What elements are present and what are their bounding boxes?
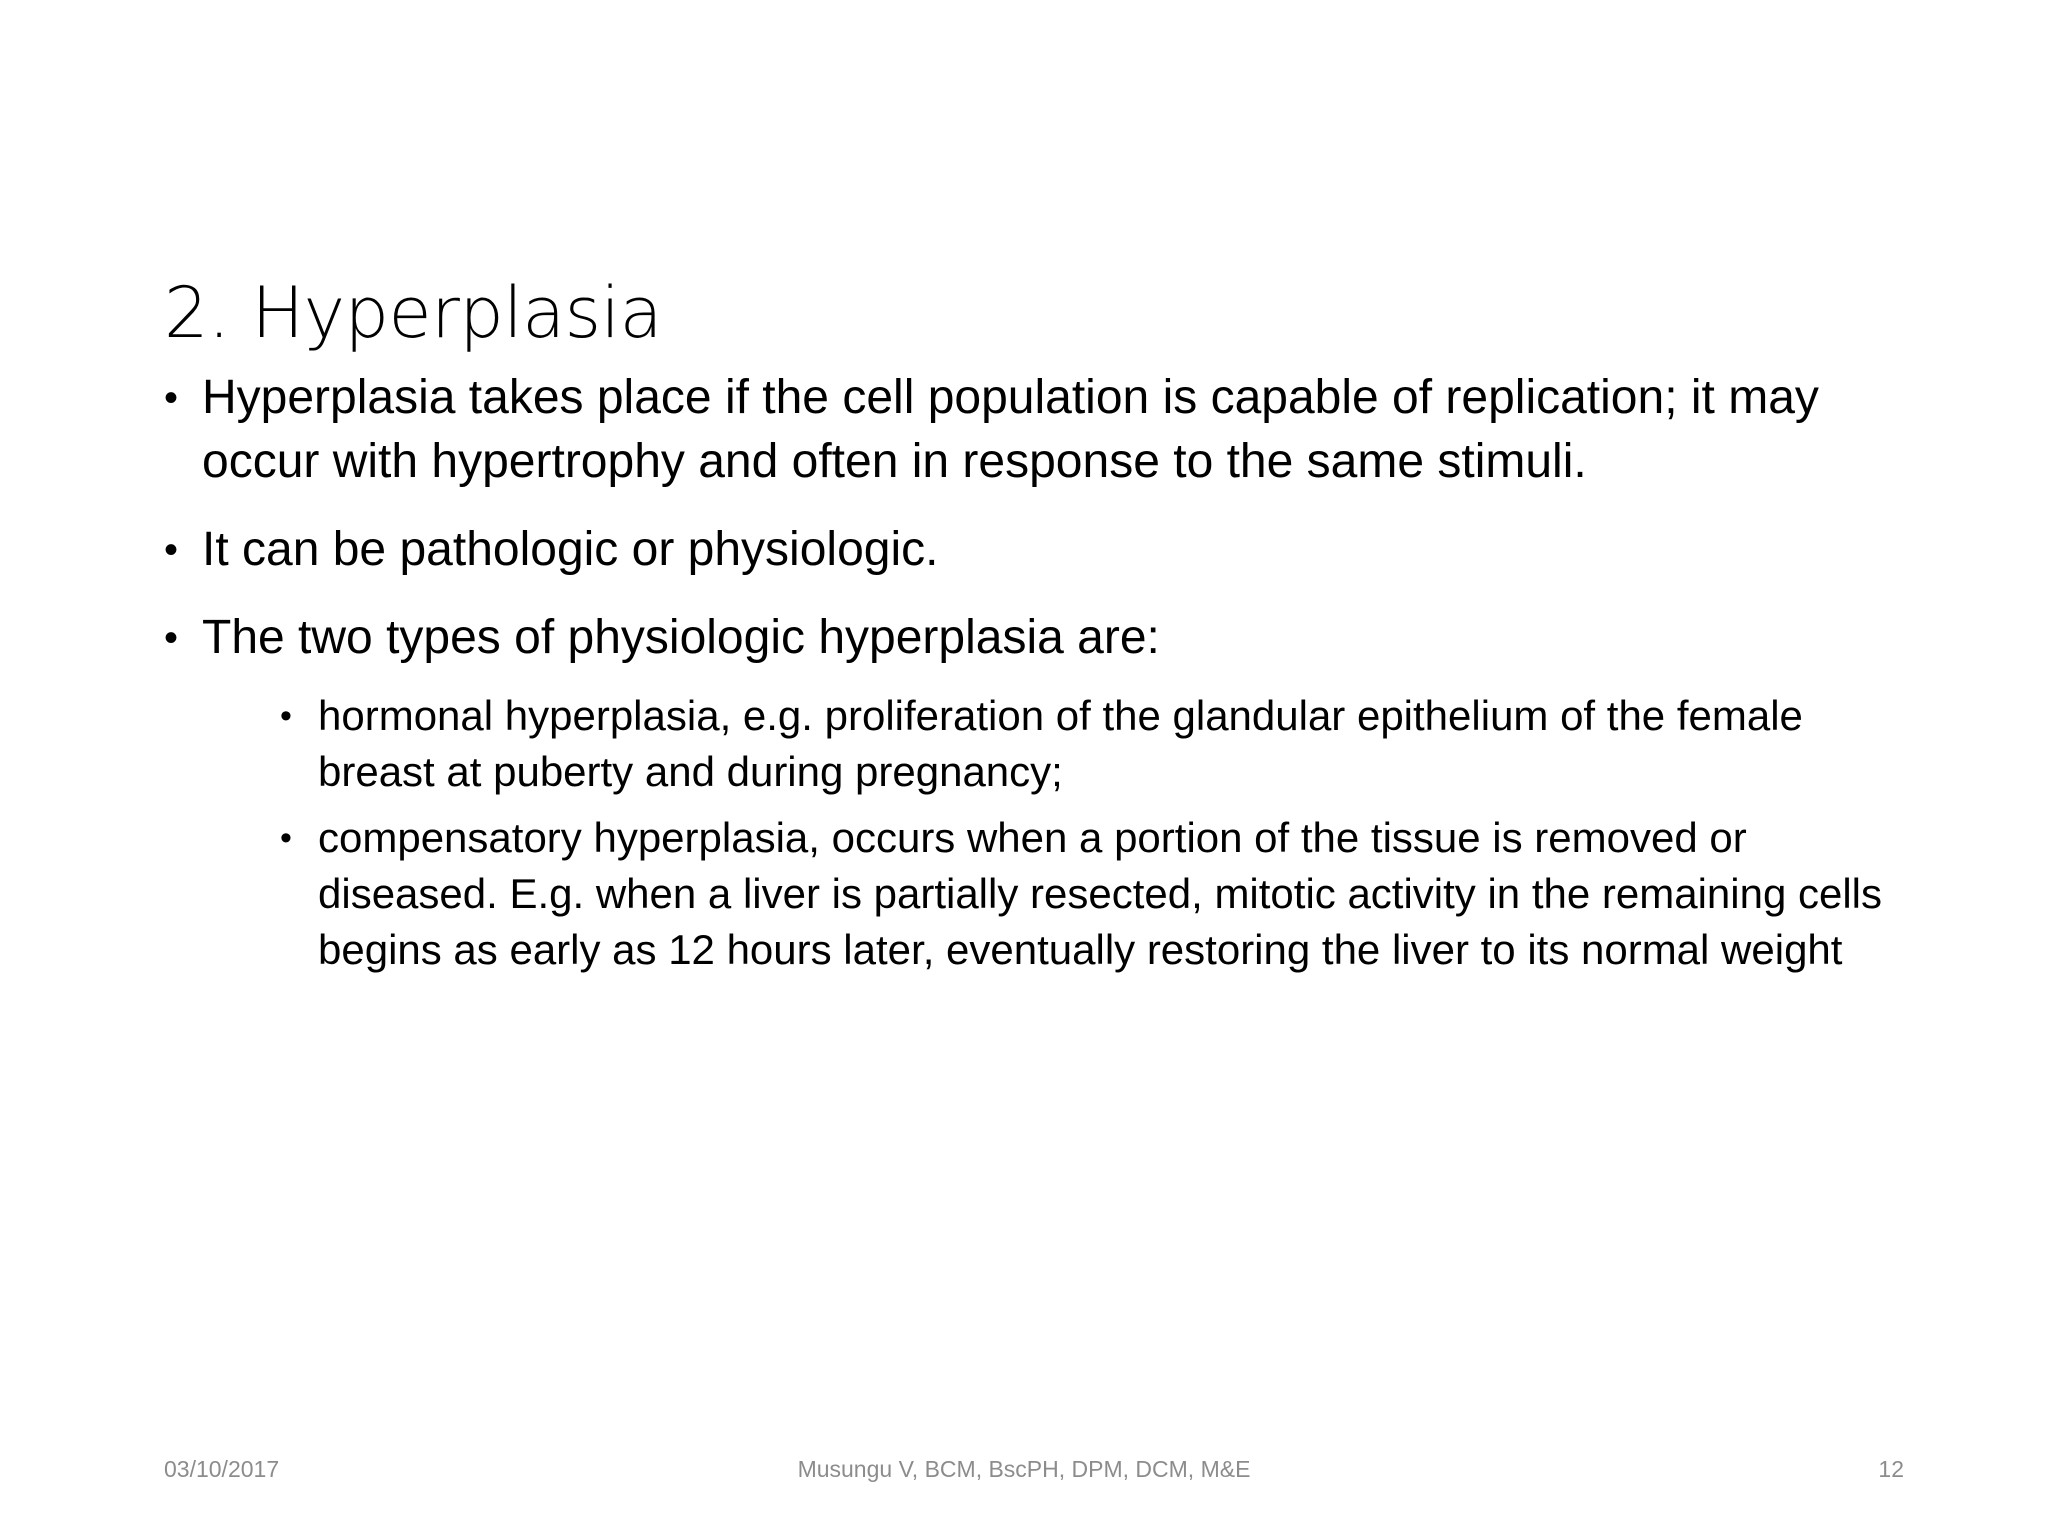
- bullet-list: [164, 366, 1924, 978]
- sub-bullet-list: [202, 688, 1924, 978]
- bullet-text: It can be pathologic or physiologic.: [202, 523, 939, 576]
- bullet-text: Hyperplasia takes place if the cell population is capable of replication; it may occur with hypertrophy and often in response to the same stimuli.: [202, 371, 1819, 488]
- list-item: [164, 366, 1924, 494]
- list-item: [164, 606, 1924, 978]
- footer-date: 03/10/2017: [164, 1456, 280, 1482]
- bullet-icon: •: [164, 528, 179, 572]
- bullet-icon: •: [164, 616, 179, 660]
- slide-title: 2. Hyperplasia: [164, 272, 662, 354]
- footer-author: Musungu V, BCM, BscPH, DPM, DCM, M&E: [797, 1456, 1251, 1482]
- slide-body: [164, 366, 1924, 1002]
- sub-bullet-text: hormonal hyperplasia, e.g. proliferation of the glandular epithelium of the female breast at puberty and during pregnancy;: [318, 692, 1803, 795]
- sub-list-item: [280, 810, 1924, 978]
- bullet-icon: •: [280, 697, 292, 735]
- bullet-icon: •: [164, 376, 179, 420]
- sub-list-item: [280, 688, 1924, 800]
- sub-bullet-text: compensatory hyperplasia, occurs when a portion of the tissue is removed or diseased. E.g. when a liver is partially resected, mitotic activity in the remaining cells begins as early as 12 hours later, eventually restoring the liver to its normal weight: [318, 814, 1883, 973]
- bullet-text: The two types of physiologic hyperplasia are:: [202, 611, 1160, 664]
- footer-page-number: 12: [1878, 1456, 1904, 1482]
- list-item: [164, 518, 1924, 582]
- bullet-icon: •: [280, 819, 292, 857]
